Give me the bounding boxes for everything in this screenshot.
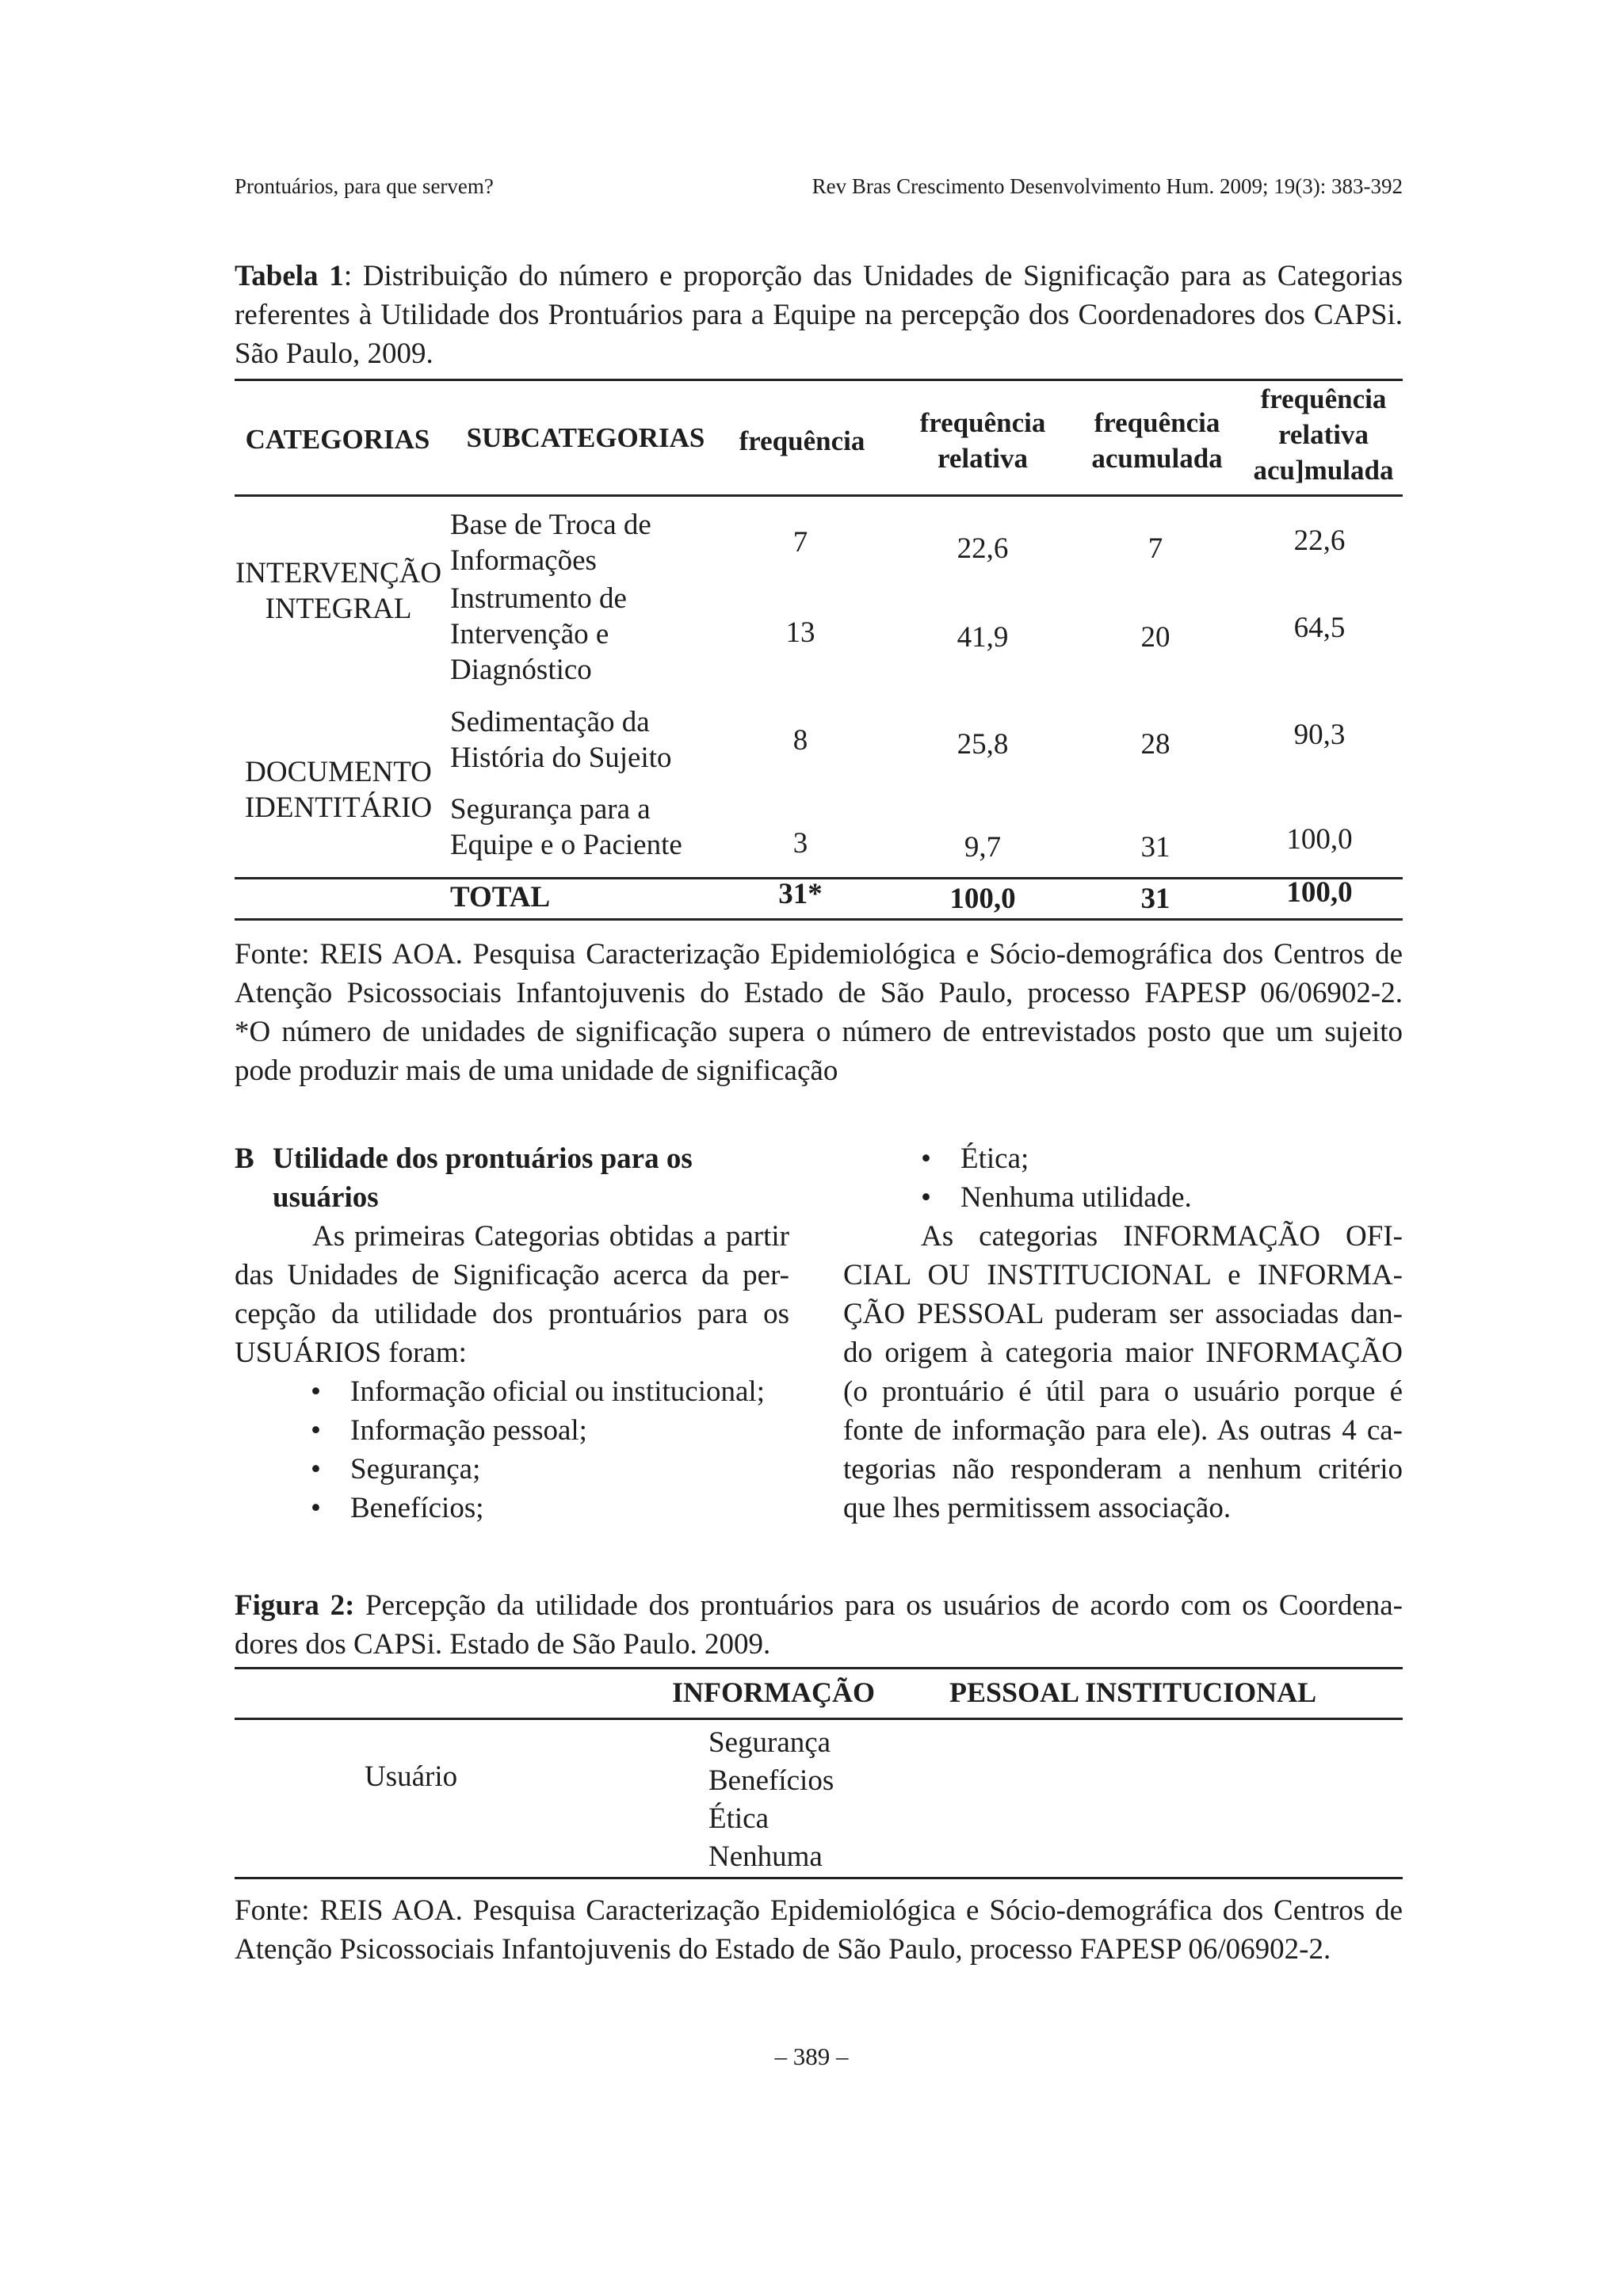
col-header-subcategorias: SUBCATEGORIAS [466,422,705,453]
table1-top-rule [235,379,1403,381]
figure2-header-rule [235,1718,1403,1720]
subcategory-instrumento: Instrumento de Intervenção e Diagnóstico [450,582,627,686]
figure2-caption-label: Figura 2: [235,1589,355,1622]
subcategory-base-troca: Base de Troca de Informações [450,509,651,577]
table1-source-note: Fonte: REIS AOA. Pesquisa Caracterização Epidemiológica e Sócio-demográfica dos Centros de Atenção Psicossociais Infantojuvenis do Estado de São Paulo, processo FAPESP 06/06902-2. *O número de unidades de significação supera o número de entrevistados posto que um sujeito pode produzir mais de uma unidade de significação [235,938,1403,1087]
row1-freq-acumulada: 7 [1148,532,1163,565]
bullet-item: • Informação oficial ou institucional; [311,1375,765,1408]
table1-header-rule [235,494,1403,497]
figure2-col-pessoal-institucional: PESSOAL INSTITUCIONAL [949,1676,1317,1708]
row3-frequencia: 8 [792,724,808,757]
bullet-item: • Segurança; [311,1453,481,1486]
total-freq-acumulada: 31 [1140,883,1170,915]
page-number: – 389 – [774,2042,849,2070]
table1-bottom-rule [235,918,1403,921]
figure2-item: Benefícios [708,1764,834,1797]
figure2-source-note: Fonte: REIS AOA. Pesquisa Caracterização Epidemiológica e Sócio-demográfica dos Centros de Atenção Psicossociais Infantojuvenis do Estado de São Paulo, processo FAPESP 06/06902-2. [235,1894,1403,1966]
bullet-item: • Informação pessoal; [311,1414,587,1447]
figure2-bottom-rule [235,1877,1403,1879]
figure2-row-usuario: Usuário [365,1760,458,1793]
row4-freq-acumulada: 31 [1140,831,1170,864]
col-header-categorias: CATEGORIAS [245,424,430,455]
figure2-col-informacao: INFORMAÇÃO [672,1676,875,1708]
figure2-item: Ética [708,1802,769,1835]
col-header-freq-acumulada: frequência acumulada [1091,407,1223,474]
row2-freq-rel-acumulada: 64,5 [1293,612,1346,644]
row2-freq-relativa: 41,9 [957,621,1009,654]
bullet-item: • Benefícios; [311,1492,484,1524]
figure2-item: Nenhuma [708,1840,823,1873]
row4-frequencia: 3 [792,827,808,860]
row4-freq-rel-acumulada: 100,0 [1286,823,1353,856]
total-label: TOTAL [450,881,551,913]
section-b-intro: As primeiras Categorias obtidas a partir das Unidades de Significação acerca da per- cepção da utilidade dos prontuários para os USUÁRIOS foram: [235,1220,789,1369]
table1-caption-label: Tabela 1 [235,260,344,292]
subcategory-seguranca: Segurança para a Equipe e o Paciente [450,793,682,861]
row2-freq-acumulada: 20 [1140,621,1170,654]
category-documento-identitario: DOCUMENTO IDENTITÁRIO [244,756,433,824]
subcategory-sedimentacao: Sedimentação da História do Sujeito [450,706,672,774]
figure2-caption: Figura 2: Percepção da utilidade dos prontuários para os usuários de acordo com os Coordena- dores dos CAPSi. Estado de São Paulo. 2009. [235,1589,1403,1661]
total-freq-rel-acumulada: 100,0 [1286,876,1353,909]
row1-freq-rel-acumulada: 22,6 [1293,524,1346,557]
section-b-right-paragraph: As categorias INFORMAÇÃO OFI- CIAL OU INSTITUCIONAL e INFORMA- ÇÃO PESSOAL puderam ser associadas dan- do origem à categoria maior INFORMAÇÃO (o prontuário é útil para o usuário porque é fonte de informação para ele). As outras 4 ca- tegorias não responderam a nenhum critério que lhes permitissem associação. [843,1220,1403,1524]
row3-freq-relativa: 25,8 [957,728,1009,761]
total-frequencia: 31* [778,878,823,910]
figure2-item: Segurança [708,1726,831,1759]
col-header-freq-relativa-acumulada: frequência relativa acu]mulada [1253,383,1394,486]
category-intervencao-integral: INTERVENÇÃO INTEGRAL [235,557,442,625]
section-b-title: Utilidade dos prontuários para os usuários [273,1142,693,1214]
col-header-freq-relativa: frequência relativa [919,407,1046,474]
bullet-item: • Nenhuma utilidade. [921,1181,1192,1214]
row3-freq-rel-acumulada: 90,3 [1293,719,1346,751]
row4-freq-relativa: 9,7 [964,831,1002,864]
row3-freq-acumulada: 28 [1140,728,1170,761]
figure2-items-list [708,1724,834,1876]
row1-freq-relativa: 22,6 [957,532,1009,565]
row2-frequencia: 13 [785,616,815,649]
figure2-top-rule [235,1667,1403,1669]
col-header-frequencia: frequência [739,425,865,456]
total-freq-relativa: 100,0 [949,883,1016,915]
running-header-title: Prontuários, para que servem? [235,174,494,198]
section-b-letter: B [235,1142,254,1175]
row1-frequencia: 7 [792,526,808,559]
bullet-item: • Ética; [921,1142,1029,1175]
table1-caption: Tabela 1: Distribuição do número e proporção das Unidades de Significação para as Categorias referentes à Utilidade dos Prontuários para a Equipe na percepção dos Coordenadores dos CAPSi. São Paulo, 2009. [235,260,1403,370]
running-header-citation: Rev Bras Crescimento Desenvolvimento Hum. 2009; 19(3): 383-392 [812,174,1403,198]
